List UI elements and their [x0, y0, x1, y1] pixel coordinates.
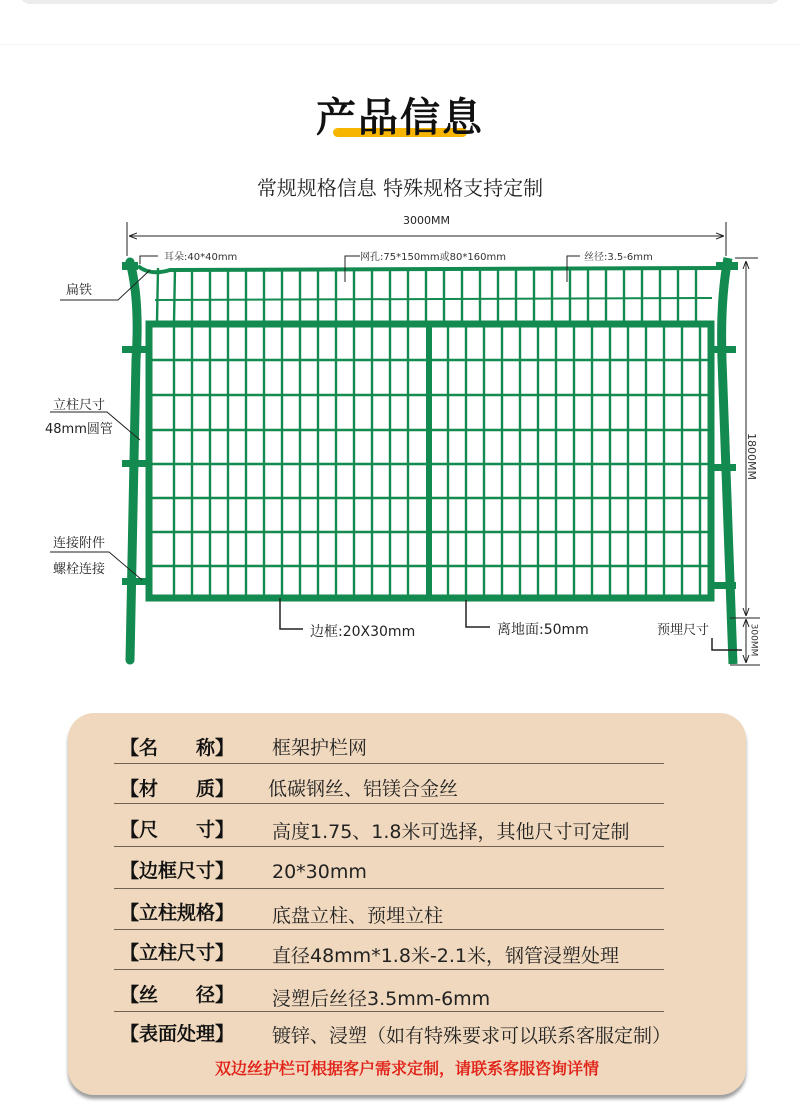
spec-card	[68, 713, 746, 1095]
spec-key: 【立柱尺寸】	[120, 942, 235, 964]
spec-divider	[114, 929, 664, 930]
spec-divider	[114, 888, 664, 889]
spec-value: 框架护栏网	[272, 737, 368, 759]
height-dimension-label: 1800MM	[744, 433, 758, 480]
embed-dimension-label: 300MM	[748, 623, 759, 657]
ear-callout: 耳朵:40*40mm	[164, 252, 238, 263]
spec-key: 【尺 寸】	[120, 819, 235, 841]
spec-key: 【边框尺寸】	[120, 860, 235, 882]
spec-value: 浸塑后丝径3.5mm-6mm	[272, 988, 491, 1010]
flat-iron-callout: 扁铁	[66, 283, 93, 298]
spec-value: 底盘立柱、预埋立柱	[272, 905, 444, 927]
width-dimension-label: 3000MM	[403, 214, 450, 227]
spec-divider	[114, 803, 664, 804]
frame-callout: 边框:20X30mm	[310, 624, 416, 640]
page-subtitle: 常规规格信息 特殊规格支持定制	[256, 176, 544, 200]
spec-value: 直径48mm*1.8米-2.1米，钢管浸塑处理	[272, 945, 619, 967]
spec-divider	[114, 969, 664, 970]
spec-key: 【名 称】	[120, 737, 235, 759]
spec-divider	[114, 1011, 664, 1012]
page-title: 产品信息	[316, 95, 484, 141]
spec-key: 【表面处理】	[120, 1023, 235, 1045]
ground-clearance-callout: 离地面:50mm	[497, 622, 589, 638]
spec-value: 镀锌、浸塑（如有特殊要求可以联系客服定制）	[272, 1025, 672, 1047]
post-size-title: 立柱尺寸	[53, 398, 106, 413]
spec-value: 低碳钢丝、铝镁合金丝	[268, 778, 459, 800]
spec-divider	[114, 846, 664, 847]
spec-divider	[114, 763, 664, 764]
customization-note: 双边丝护栏可根据客户需求定制，请联系客服咨询详情	[214, 1059, 599, 1078]
spec-key: 【立柱规格】	[120, 902, 235, 924]
embed-callout: 预埋尺寸	[657, 623, 710, 638]
post-size-value: 48mm圆管	[45, 422, 113, 437]
spec-value: 高度1.75、1.8米可选择，其他尺寸可定制	[272, 821, 630, 843]
spec-key: 【材 质】	[120, 778, 235, 800]
wire-callout: 丝径:3.5-6mm	[584, 252, 653, 263]
connector-value: 螺栓连接	[53, 562, 106, 577]
spec-value: 20*30mm	[272, 861, 367, 883]
connector-title: 连接附件	[53, 536, 106, 551]
mesh-callout: 网孔:75*150mm或80*160mm	[360, 252, 506, 263]
spec-key: 【丝 径】	[120, 984, 235, 1006]
